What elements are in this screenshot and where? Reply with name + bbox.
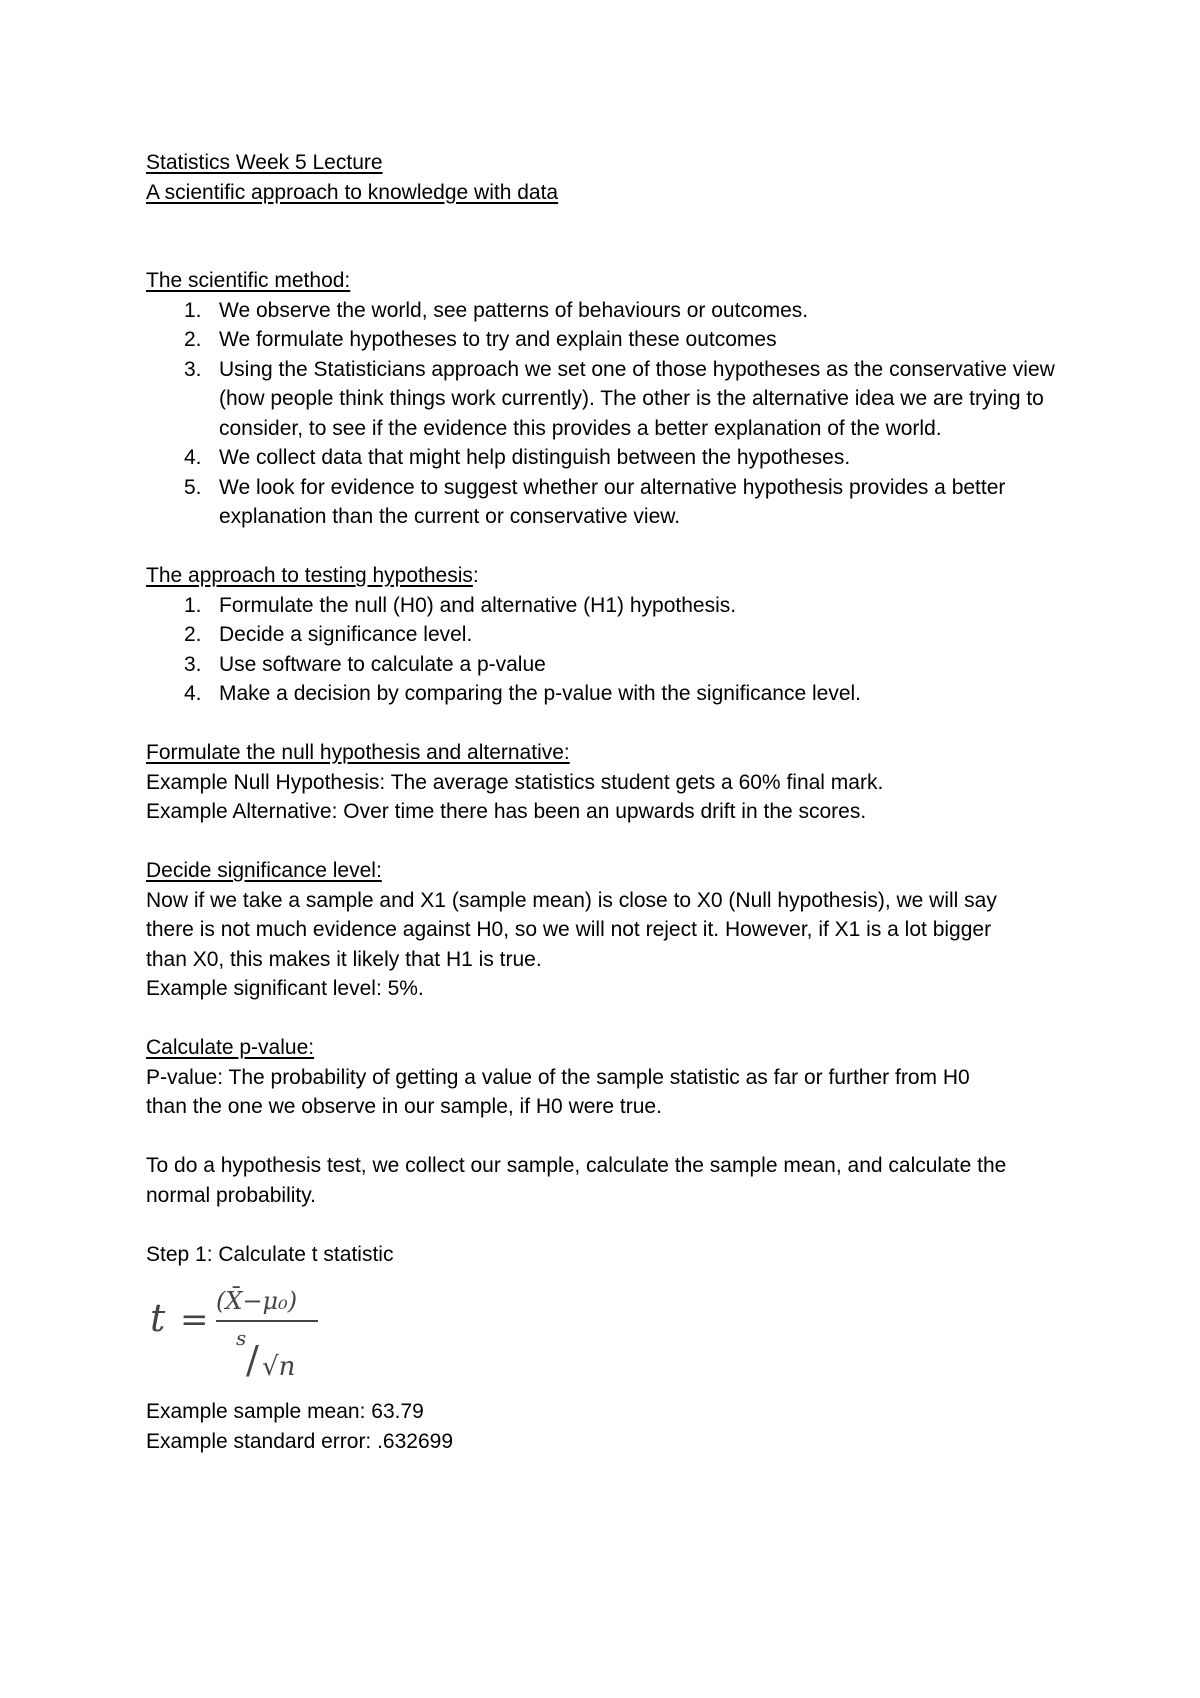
doc-subtitle: A scientific approach to knowledge with data — [146, 180, 559, 204]
section-heading-significance: Decide significance level: — [146, 859, 382, 882]
pvalue-definition: P-value: The probability of getting a value of the sample statistic as far or further from H0 — [146, 1065, 970, 1089]
list-item: 3. Use software to calculate a p-value — [184, 652, 546, 676]
document-page — [146, 148, 1086, 1456]
text-line: than X0, this makes it likely that H1 is true. — [146, 947, 542, 971]
list-item: 2. Decide a significance level. — [184, 623, 473, 646]
section-heading-pvalue: Calculate p-value: — [146, 1036, 315, 1059]
example-alternative: Example Alternative: Over time there has been an upwards drift in the scores. — [146, 800, 867, 823]
formula-slash: / — [246, 1338, 259, 1382]
example-null-hypothesis: Example Null Hypothesis: The average statistics student gets a 60% final mark. — [146, 770, 884, 794]
formula-numerator: (X̄−μ₀) — [216, 1287, 298, 1315]
list-item: 4. We collect data that might help distinguish between the hypotheses. — [184, 446, 851, 469]
text-line: normal probability. — [146, 1183, 317, 1207]
list-item: 2. We formulate hypotheses to try and explain these outcomes — [184, 328, 777, 351]
text-line: To do a hypothesis test, we collect our sample, calculate the sample mean, and calculate the — [146, 1154, 1007, 1177]
list-item: 4. Make a decision by comparing the p-value with the significance level. — [184, 682, 862, 705]
formula-image — [150, 1279, 350, 1385]
example-sample-mean: Example sample mean: 63.79 — [146, 1400, 424, 1423]
list-item: 3. Using the Statisticians approach we set one of those hypotheses as the conservative view (how people think things work currently). The other is the alternative idea we are trying to consider, to see if the evidence this provides a better explanation of the world. — [184, 357, 1055, 440]
example-standard-error: Example standard error: .632699 — [146, 1429, 454, 1453]
section-heading-testing: The approach to testing hypothesis: — [146, 564, 479, 587]
formula-t: t — [150, 1296, 166, 1340]
list-item: 1. We observe the world, see patterns of behaviours or outcomes. — [184, 298, 809, 322]
formula-root-n: √n — [262, 1352, 296, 1382]
formula-s: s — [236, 1326, 247, 1350]
text-line: Now if we take a sample and X1 (sample mean) is close to X0 (Null hypothesis), we will say — [146, 888, 997, 912]
section-heading-scientific-method: The scientific method: — [146, 269, 351, 292]
text-line: there is not much evidence against H0, so we will not reject it. However, if X1 is a lot bigger — [146, 918, 992, 941]
t-statistic-formula — [146, 1279, 1086, 1389]
scientific-method-list — [146, 296, 1086, 532]
doc-title: Statistics Week 5 Lecture — [146, 151, 383, 174]
text-line: than the one we observe in our sample, if H0 were true. — [146, 1095, 662, 1118]
testing-steps-list — [146, 591, 1086, 709]
example-significance-level: Example significant level: 5%. — [146, 977, 424, 1000]
section-heading-formulate: Formulate the null hypothesis and alternative: — [146, 741, 570, 764]
formula-equals: = — [180, 1300, 209, 1340]
step-1-label: Step 1: Calculate t statistic — [146, 1242, 394, 1266]
list-item: 5. We look for evidence to suggest whether our alternative hypothesis provides a better explanation than the current or conservative view. — [184, 475, 1006, 528]
list-item: 1. Formulate the null (H0) and alternative (H1) hypothesis. — [184, 593, 737, 617]
